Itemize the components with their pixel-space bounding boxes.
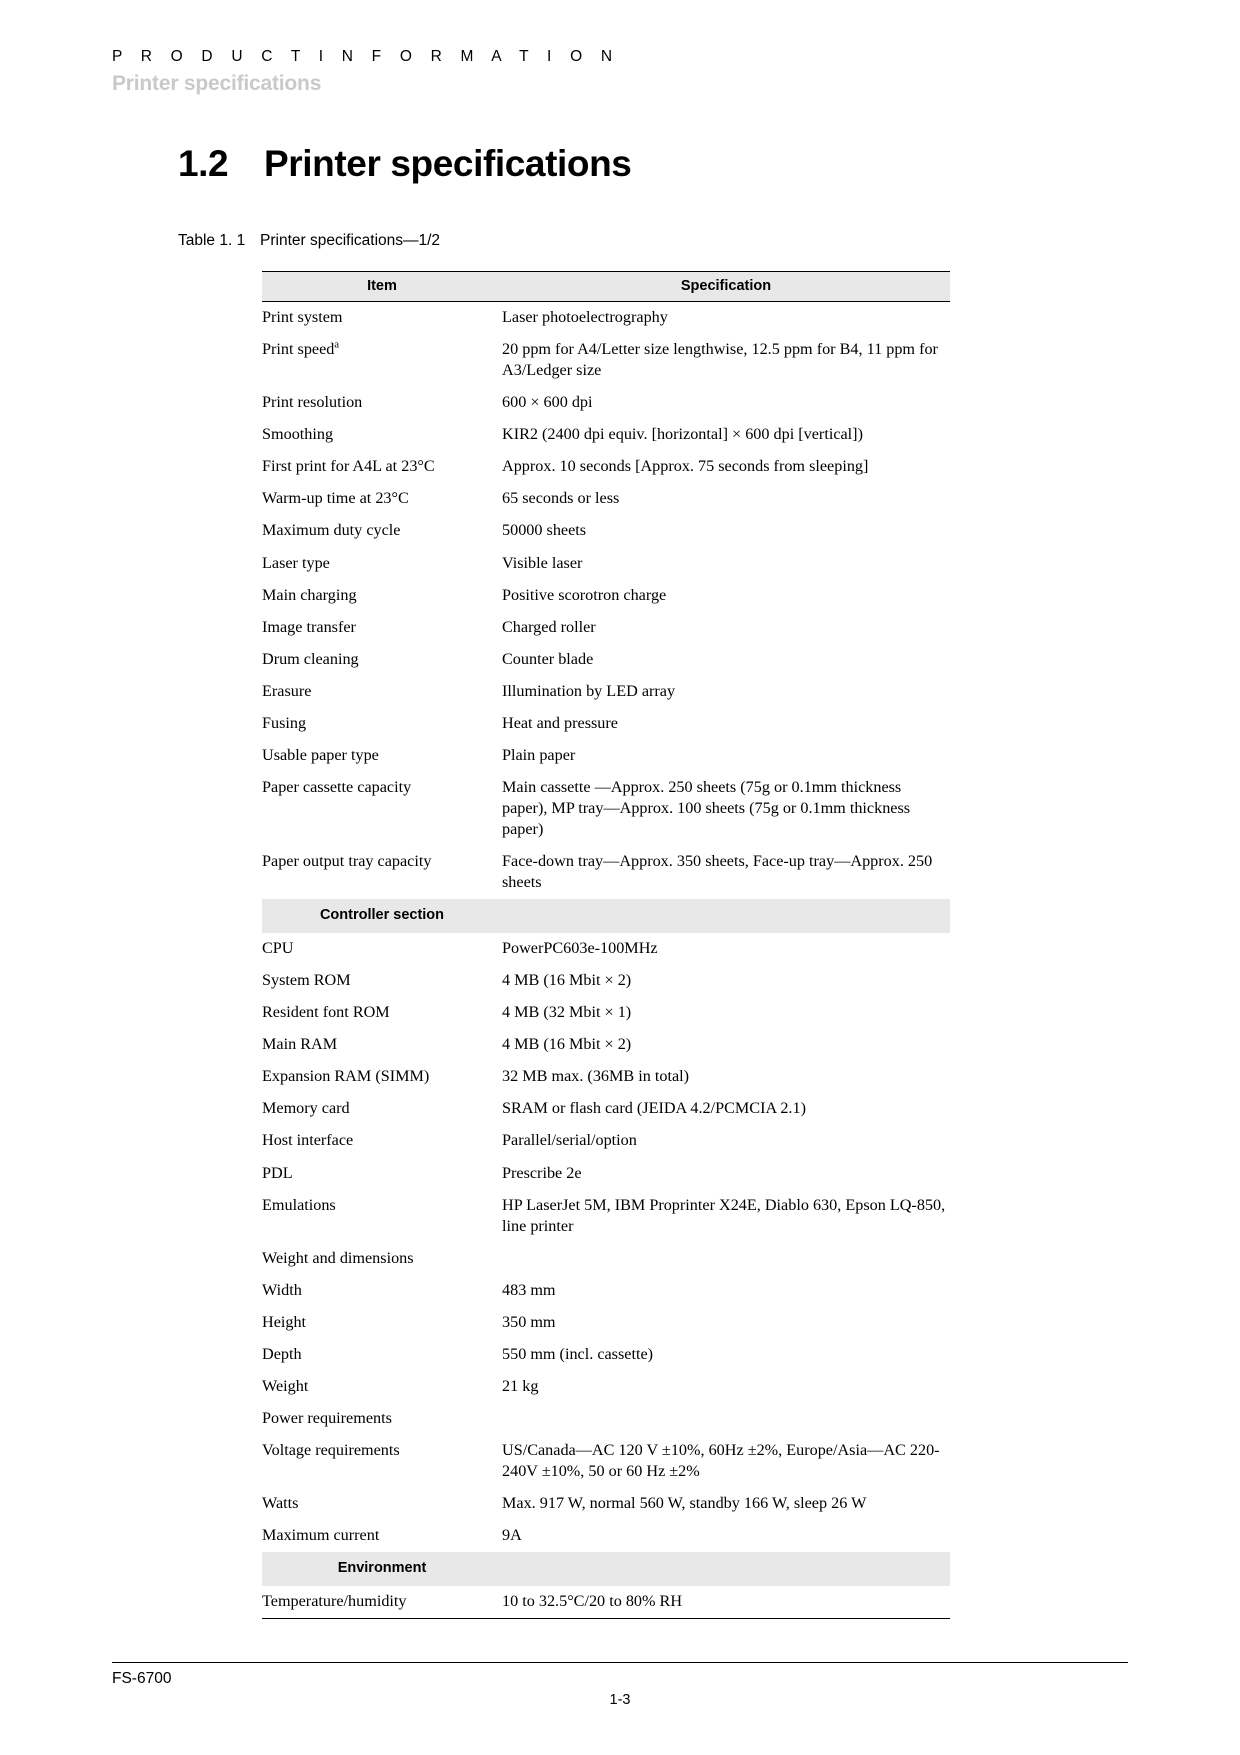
table-row <box>262 1488 950 1520</box>
table-row <box>262 419 950 451</box>
table-row <box>262 1190 950 1243</box>
row-specification: Charged roller <box>502 617 596 636</box>
row-item: Host interface <box>262 1131 354 1150</box>
row-item: Maximum duty cycle <box>262 521 401 540</box>
running-header <box>112 48 1112 96</box>
row-specification: 21 kg <box>502 1376 539 1395</box>
column-header-item: Item <box>262 272 502 302</box>
row-specification: Main cassette —Approx. 250 sheets (75g or 0.1mm thickness paper), MP tray—Approx. 100 sheets (75g or 0.1mm thickness paper) <box>502 777 911 839</box>
table-row <box>262 451 950 483</box>
row-item: Watts <box>262 1494 299 1513</box>
table-row <box>262 1435 950 1488</box>
row-item: Main charging <box>262 585 357 604</box>
row-specification: Approx. 10 seconds [Approx. 75 seconds from sleeping] <box>502 457 869 476</box>
row-item: System ROM <box>262 971 351 990</box>
row-specification: 65 seconds or less <box>502 489 620 508</box>
section-label: Environment <box>262 1552 502 1586</box>
table-row <box>262 1275 950 1307</box>
row-item: Usable paper type <box>262 745 379 764</box>
table-caption-text: Printer specifications—1/2 <box>260 232 441 249</box>
row-specification: Plain paper <box>502 745 576 764</box>
row-item: PDL <box>262 1163 293 1182</box>
table-row <box>262 1158 950 1190</box>
footnote-marker: a <box>334 339 340 351</box>
row-specification: 350 mm <box>502 1312 556 1331</box>
row-specification: Max. 917 W, normal 560 W, standby 166 W, sleep 26 W <box>502 1494 867 1513</box>
row-item: Paper output tray capacity <box>262 852 432 871</box>
table-row <box>262 1403 950 1435</box>
row-item: Fusing <box>262 713 307 732</box>
row-item: Resident font ROM <box>262 1003 390 1022</box>
row-item: Width <box>262 1280 302 1299</box>
row-specification: 4 MB (16 Mbit × 2) <box>502 971 632 990</box>
page-title-number: 1.2 <box>178 143 229 184</box>
row-item: Erasure <box>262 681 312 700</box>
row-specification: Laser photoelectrography <box>502 308 668 326</box>
row-item: Weight <box>262 1376 309 1395</box>
page-title <box>178 143 632 185</box>
footer-page-number: 1-3 <box>609 1692 631 1708</box>
table-row <box>262 1520 950 1552</box>
row-specification <box>502 1403 950 1435</box>
table-header-row <box>262 272 950 302</box>
table-row <box>262 612 950 644</box>
table-row <box>262 772 950 846</box>
row-item: Print speed$^a$ <box>262 339 340 359</box>
row-item: Temperature/humidity <box>262 1586 502 1619</box>
printer-specifications-table <box>262 271 950 1619</box>
row-item: Memory card <box>262 1099 350 1118</box>
row-item: Power requirements <box>262 1409 392 1428</box>
table-caption <box>178 232 440 250</box>
row-item: Smoothing <box>262 425 334 444</box>
row-specification: Prescribe 2e <box>502 1163 582 1182</box>
row-specification <box>502 899 950 933</box>
row-specification: 32 MB max. (36MB in total) <box>502 1067 690 1086</box>
row-specification: 4 MB (16 Mbit × 2) <box>502 1035 632 1054</box>
row-item: Maximum current <box>262 1526 380 1545</box>
running-header-subtitle: Printer specifications <box>112 72 322 95</box>
table-row <box>262 676 950 708</box>
section-label: Controller section <box>262 899 502 933</box>
table-row <box>262 1371 950 1403</box>
row-specification <box>502 1243 950 1275</box>
table-row <box>262 708 950 740</box>
row-item: Image transfer <box>262 617 356 636</box>
table-row <box>262 1586 950 1619</box>
row-specification: 600 × 600 dpi <box>502 393 593 412</box>
table-body <box>262 302 950 1619</box>
row-specification: 10 to 32.5°C/20 to 80% RH <box>502 1586 950 1619</box>
row-specification: PowerPC603e-100MHz <box>502 939 658 958</box>
row-specification: SRAM or flash card (JEIDA 4.2/PCMCIA 2.1) <box>502 1099 806 1118</box>
row-item: Warm-up time at 23°C <box>262 489 409 508</box>
row-item: Paper cassette capacity <box>262 777 412 796</box>
table-row <box>262 965 950 997</box>
row-specification: Counter blade <box>502 649 594 668</box>
table-row <box>262 933 950 965</box>
table-row <box>262 846 950 899</box>
row-specification: 9A <box>502 1526 522 1545</box>
row-item: Laser type <box>262 553 330 572</box>
row-specification: Heat and pressure <box>502 713 618 732</box>
table-row <box>262 997 950 1029</box>
row-specification: 483 mm <box>502 1280 556 1299</box>
table-section-row <box>262 1552 950 1586</box>
row-item: Expansion RAM (SIMM) <box>262 1067 430 1086</box>
row-item: Emulations <box>262 1195 336 1214</box>
row-item: CPU <box>262 939 294 958</box>
row-item: Depth <box>262 1344 302 1363</box>
row-specification: US/Canada—AC 120 V ±10%, 60Hz ±2%, Europe/Asia—AC 220-240V ±10%, 50 or 60 Hz ±2% <box>502 1441 940 1481</box>
row-specification: 20 ppm for A4/Letter size lengthwise, 12.5 ppm for B4, 11 ppm for A3/Ledger size <box>502 340 938 380</box>
running-header-kicker: P R O D U C T I N F O R M A T I O N <box>112 48 620 65</box>
row-specification: HP LaserJet 5M, IBM Proprinter X24E, Diablo 630, Epson LQ-850, line printer <box>502 1195 946 1235</box>
table-row <box>262 302 950 335</box>
row-specification: Parallel/serial/option <box>502 1131 637 1150</box>
row-specification: Face-down tray—Approx. 350 sheets, Face-up tray—Approx. 250 sheets <box>502 852 933 892</box>
row-specification: 50000 sheets <box>502 521 587 540</box>
row-specification: Positive scorotron charge <box>502 585 667 604</box>
table-row <box>262 1339 950 1371</box>
row-specification: 550 mm (incl. cassette) <box>502 1344 654 1363</box>
row-item: First print for A4L at 23°C <box>262 457 435 476</box>
row-item: Print resolution <box>262 393 363 412</box>
footer-divider <box>112 1662 1128 1663</box>
row-specification: Illumination by LED array <box>502 681 676 700</box>
footer-model: FS-6700 <box>112 1670 172 1687</box>
row-specification <box>502 1552 950 1586</box>
table-row <box>262 1243 950 1275</box>
table-row <box>262 580 950 612</box>
row-item: Height <box>262 1312 307 1331</box>
table-row <box>262 1093 950 1125</box>
row-item: Drum cleaning <box>262 649 359 668</box>
table-row <box>262 334 950 387</box>
table-row <box>262 387 950 419</box>
table-row <box>262 644 950 676</box>
table-row <box>262 1125 950 1157</box>
row-specification: Visible laser <box>502 553 583 572</box>
table-row <box>262 1307 950 1339</box>
row-specification: KIR2 (2400 dpi equiv. [horizontal] × 600 dpi [vertical]) <box>502 425 863 444</box>
column-header-specification: Specification <box>502 272 950 302</box>
table-section-row <box>262 899 950 933</box>
table-row <box>262 548 950 580</box>
table-row <box>262 483 950 515</box>
row-item: Main RAM <box>262 1035 338 1054</box>
table-row <box>262 515 950 547</box>
row-item: Voltage requirements <box>262 1441 400 1460</box>
table-caption-label: Table 1. 1 <box>178 232 246 249</box>
table-row <box>262 740 950 772</box>
row-item: Print system <box>262 308 343 326</box>
row-specification: 4 MB (32 Mbit × 1) <box>502 1003 632 1022</box>
table-row <box>262 1061 950 1093</box>
page-title-text: Printer specifications <box>264 143 632 184</box>
table-row <box>262 1029 950 1061</box>
row-item: Weight and dimensions <box>262 1248 414 1267</box>
